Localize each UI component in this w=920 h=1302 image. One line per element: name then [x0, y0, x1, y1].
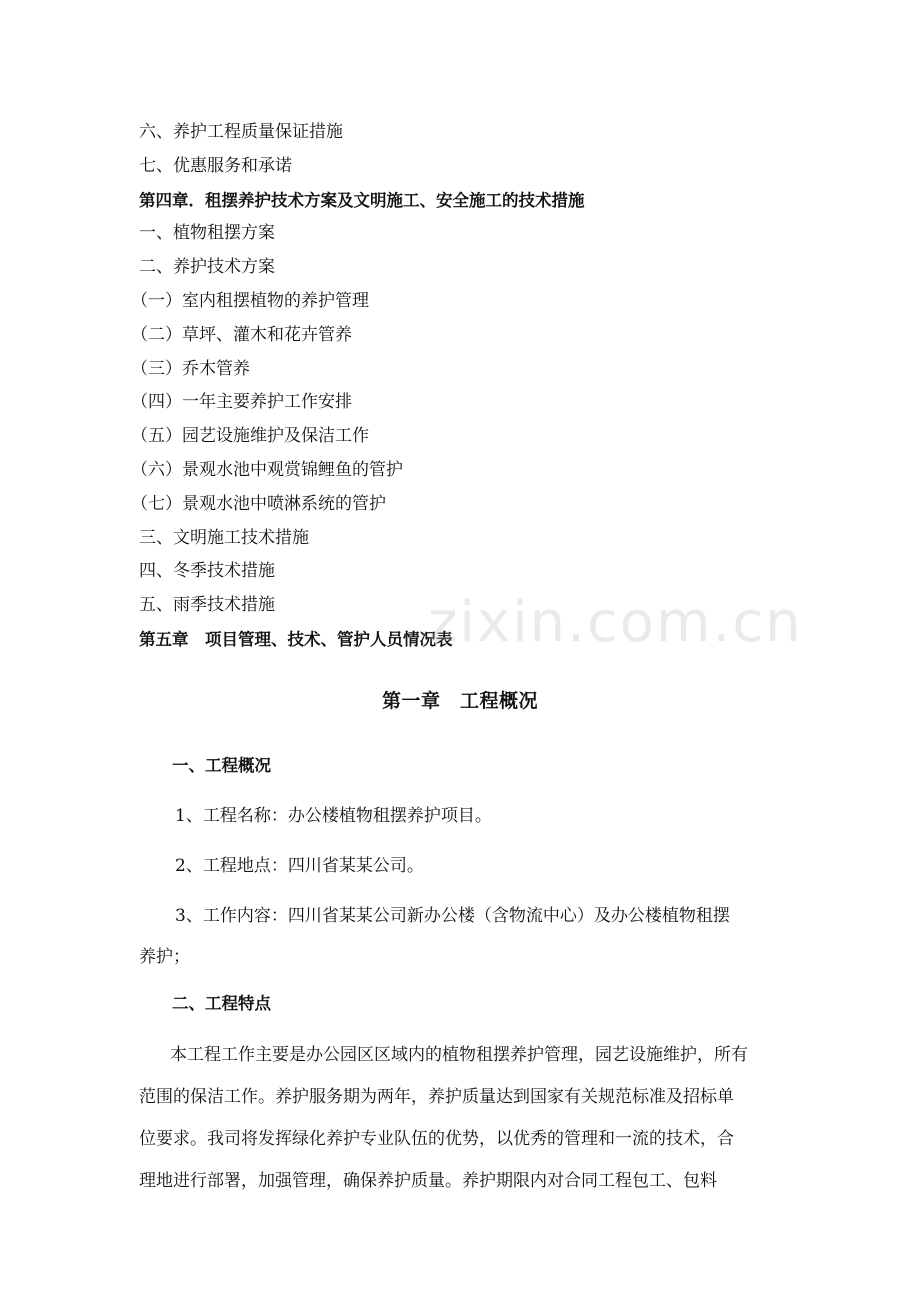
- toc-line: 一、植物租摆方案: [139, 223, 275, 244]
- toc-subline: （一）室内租摆植物的养护管理: [131, 290, 369, 311]
- paragraph-line: 本工程工作主要是办公园区区域内的植物租摆养护管理，园艺设施维护，所有: [170, 1045, 748, 1065]
- paragraph-line: 位要求。我司将发挥绿化养护专业队伍的优势，以优秀的管理和一流的技术，合: [139, 1129, 734, 1149]
- toc-line: 五、雨季技术措施: [139, 595, 275, 616]
- toc-line: 六、养护工程质量保证措施: [139, 122, 343, 142]
- paragraph-line: 理地进行部署，加强管理，确保养护质量。养护期限内对合同工程包工、包料: [139, 1171, 717, 1191]
- item-line: 2、工程地点：四川省某某公司。: [175, 856, 424, 876]
- watermark-text: zixin.com.cn: [428, 590, 803, 655]
- toc-chapter-line: 第五章 项目管理、技术、管护人员情况表: [139, 629, 453, 649]
- item-line: 1、工程名称：办公楼植物租摆养护项目。: [175, 806, 492, 826]
- toc-line: 二、养护技术方案: [139, 257, 275, 278]
- toc-subline: （六）景观水池中观赏锦鲤鱼的管护: [131, 459, 403, 480]
- toc-line: 四、冬季技术措施: [139, 561, 275, 582]
- table-of-contents: [131, 116, 799, 657]
- toc-chapter-line: 第四章．租摆养护技术方案及文明施工、安全施工的技术措施: [139, 190, 585, 210]
- toc-subline: （五）园艺设施维护及保洁工作: [131, 426, 369, 447]
- toc-line: 三、文明施工技术措施: [139, 527, 309, 548]
- section-heading: 二、工程特点: [172, 994, 271, 1013]
- toc-subline: （三）乔木管养: [131, 358, 250, 379]
- item-line: 3、工作内容：四川省某某公司新办公楼（含物流中心）及办公楼植物租摆: [175, 906, 730, 926]
- chapter-title: 第一章 工程概况: [381, 690, 538, 712]
- toc-subline: （二）草坪、灌木和花卉管养: [131, 324, 352, 345]
- toc-subline: （七）景观水池中喷淋系统的管护: [131, 493, 386, 514]
- toc-subline: （四）一年主要养护工作安排: [131, 392, 352, 413]
- toc-line: 七、优惠服务和承诺: [139, 155, 292, 176]
- paragraph-line: 范围的保洁工作。养护服务期为两年，养护质量达到国家有关规范标准及招标单: [139, 1087, 734, 1107]
- section-heading: 一、工程概况: [172, 756, 271, 775]
- item-line-continuation: 养护；: [139, 947, 190, 967]
